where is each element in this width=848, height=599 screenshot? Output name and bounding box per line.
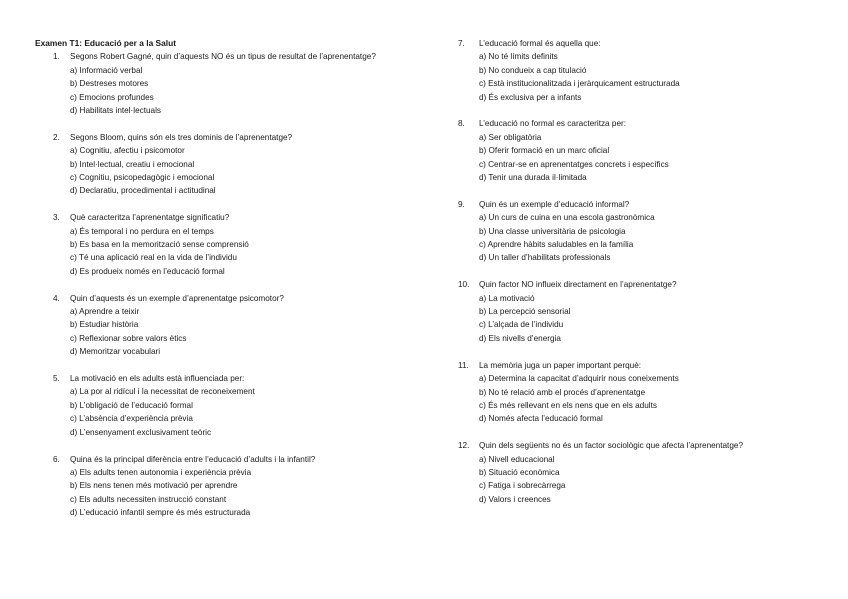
question-number: 5. (53, 374, 60, 384)
question-6 (35, 453, 425, 520)
answer-option: b) Intel·lectual, creatiu i emocional (70, 159, 195, 169)
question-number: 3. (53, 213, 60, 223)
answer-option: d) Habilitats intel·lectuals (70, 106, 162, 116)
answer-option: a) És temporal i no perdura en el temps (70, 226, 214, 236)
answer-option: c) Està institucionalitzada i jeràrquicament estructurada (479, 79, 680, 89)
answer-options (70, 466, 425, 520)
question-number: 1. (53, 52, 60, 62)
question-text: La memòria juga un paper important perquè: (479, 360, 642, 370)
answer-options (479, 50, 842, 104)
question-text: Quin factor NO influeix directament en l’aprenentatge? (479, 280, 677, 290)
question-text: Segons Bloom, quins són els tres dominis de l’aprenentatge? (70, 132, 293, 142)
question-7 (452, 37, 842, 104)
answer-options (70, 64, 425, 118)
answer-option: b) Es basa en la memorització sense comprensió (70, 240, 249, 250)
answer-option: d) Un taller d’habilitats professionals (479, 253, 611, 263)
answer-options (479, 211, 842, 265)
answer-option: b) Estudiar història (70, 320, 139, 330)
question-1 (35, 50, 425, 117)
answer-option: a) La motivació (479, 293, 535, 303)
answer-option: d) L’ensenyament exclusivament teòric (70, 427, 212, 437)
question-3 (35, 211, 425, 278)
answer-options (70, 305, 425, 359)
answer-option: b) Destreses motores (70, 79, 149, 89)
question-5 (35, 372, 425, 439)
answer-option: d) Només afecta l’educació formal (479, 414, 603, 424)
answer-option: d) L’educació infantil sempre és més estructurada (70, 508, 251, 518)
question-8 (452, 117, 842, 184)
answer-option: b) Situació econòmica (479, 467, 560, 477)
answer-option: c) Fatiga i sobrecàrrega (479, 481, 566, 491)
answer-options (70, 144, 425, 198)
answer-option: c) Reflexionar sobre valors ètics (70, 333, 187, 343)
answer-option: a) Nivell educacional (479, 454, 555, 464)
question-11 (452, 359, 842, 426)
answer-option: c) Emocions profundes (70, 92, 154, 102)
answer-option: c) Cognitiu, psicopedagògic i emocional (70, 173, 215, 183)
answer-option: a) Aprendre a teixir (70, 307, 140, 317)
question-text: Quin d’aquests és un exemple d’aprenentatge psicomotor? (70, 293, 284, 303)
question-12 (452, 439, 842, 506)
answer-option: d) Es produeix només en l’educació formal (70, 266, 225, 276)
question-text: L’educació no formal es caracteritza per: (479, 119, 626, 129)
question-4 (35, 292, 425, 359)
answer-option: b) Una classe universitària de psicologia (479, 226, 626, 236)
answer-options (479, 453, 842, 507)
answer-option: a) Ser obligatòria (479, 132, 542, 142)
question-text: La motivació en els adults està influenciada per: (70, 374, 245, 384)
question-number: 4. (53, 293, 60, 303)
left-column (35, 37, 425, 533)
answer-option: b) L’obligació de l’educació formal (70, 400, 193, 410)
question-number: 8. (458, 119, 465, 129)
right-column (452, 37, 842, 520)
question-number: 10. (458, 280, 470, 290)
answer-option: a) Un curs de cuina en una escola gastronòmica (479, 213, 655, 223)
answer-option: b) No té relació amb el procés d’aprenentatge (479, 387, 646, 397)
answer-option: a) No té límits definits (479, 52, 558, 62)
answer-option: d) Els nivells d’energia (479, 333, 561, 343)
answer-option: d) Tenir una durada il·limitada (479, 173, 587, 183)
question-text: Quin és un exemple d’educació informal? (479, 199, 630, 209)
question-9 (452, 198, 842, 265)
question-number: 11. (458, 360, 469, 370)
answer-option: a) La por al ridícul i la necessitat de reconeixement (70, 387, 255, 397)
answer-option: d) Memoritzar vocabulari (70, 347, 161, 357)
answer-option: c) És més rellevant en els nens que en els adults (479, 400, 657, 410)
question-number: 7. (458, 39, 465, 48)
answer-option: a) Informació verbal (70, 65, 143, 75)
answer-option: a) Els adults tenen autonomia i experiència prèvia (70, 467, 252, 477)
exam-title: Examen T1: Educació per a la Salut (35, 38, 177, 48)
question-number: 6. (53, 454, 60, 464)
question-10 (452, 278, 842, 345)
answer-options (70, 385, 425, 439)
answer-option: d) És exclusiva per a infants (479, 92, 582, 102)
answer-option: b) La percepció sensorial (479, 307, 571, 317)
answer-options (479, 292, 842, 346)
question-number: 2. (53, 132, 60, 142)
question-2 (35, 131, 425, 198)
answer-option: c) L’absència d’experiència prèvia (70, 414, 193, 424)
question-text: Quin dels següents no és un factor sociològic que afecta l’aprenentatge? (479, 441, 743, 451)
answer-option: b) Oferir formació en un marc oficial (479, 146, 610, 156)
answer-options (479, 372, 842, 426)
answer-options (479, 131, 842, 185)
answer-option: a) Cognitiu, afectiu i psicomotor (70, 146, 185, 156)
answer-option: c) L’alçada de l’individu (479, 320, 564, 330)
answer-options (70, 225, 425, 279)
answer-option: c) Els adults necessiten instrucció constant (70, 494, 227, 504)
answer-option: d) Declaratiu, procedimental i actitudinal (70, 186, 216, 196)
question-text: Quina és la principal diferència entre l’educació d’adults i la infantil? (70, 454, 316, 464)
answer-option: a) Determina la capacitat d’adquirir nous coneixements (479, 374, 679, 384)
answer-option: c) Aprendre hàbits saludables en la família (479, 240, 634, 250)
answer-option: b) Els nens tenen més motivació per aprendre (70, 481, 238, 491)
answer-option: c) Té una aplicació real en la vida de l’individu (70, 253, 237, 263)
question-text: Què caracteritza l’aprenentatge significatiu? (70, 213, 230, 223)
question-number: 12. (458, 441, 470, 451)
answer-option: c) Centrar-se en aprenentatges concrets i específics (479, 159, 669, 169)
answer-option: b) No condueix a cap titulació (479, 65, 587, 75)
question-number: 9. (458, 199, 465, 209)
answer-option: d) Valors i creences (479, 494, 551, 504)
question-text: Segons Robert Gagné, quin d’aquests NO és un tipus de resultat de l’aprenentatge? (70, 52, 376, 62)
question-text: L’educació formal és aquella que: (479, 39, 601, 48)
